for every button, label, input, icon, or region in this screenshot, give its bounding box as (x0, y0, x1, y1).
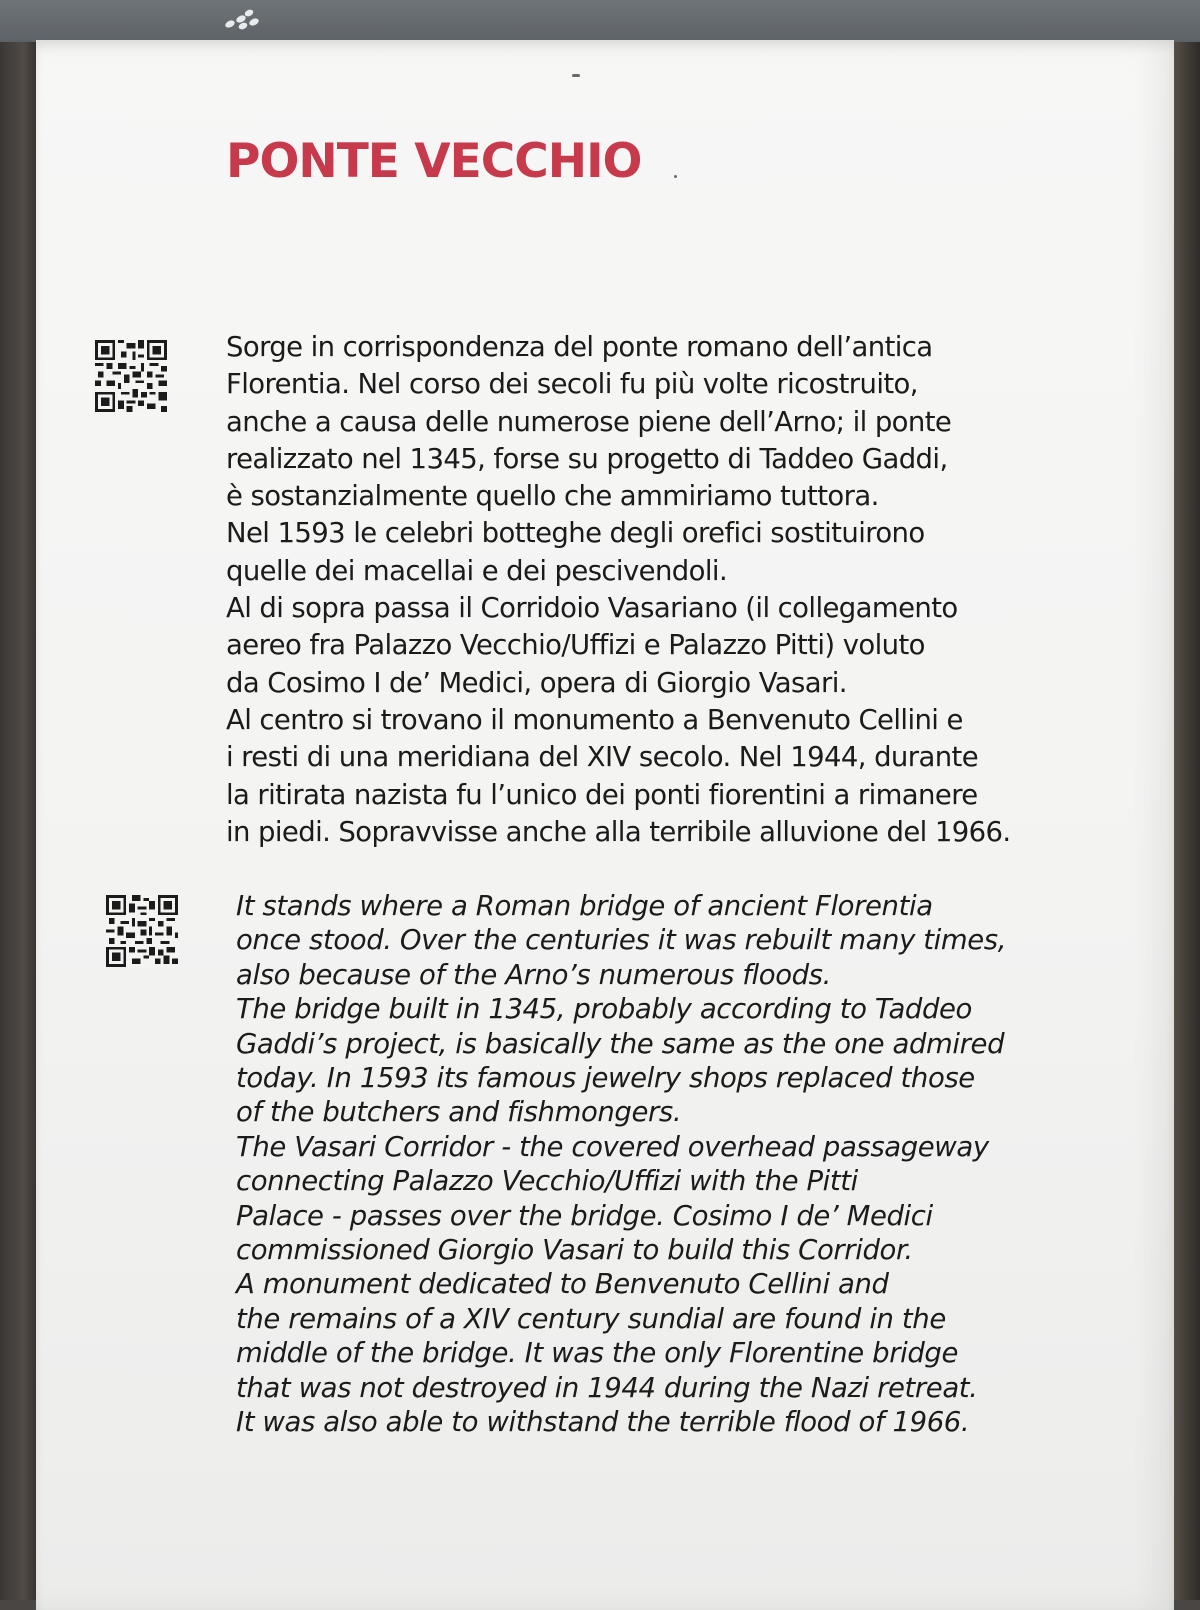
italian-text-line: Al di sopra passa il Corridoio Vasariano (il collegamento (226, 592, 958, 625)
scuff-mark (572, 74, 580, 77)
italian-text-line: Nel 1593 le celebri botteghe degli orefici sostituirono (226, 517, 925, 550)
english-text-line: middle of the bridge. It was the only Florentine bridge (236, 1337, 958, 1370)
qr-code-icon (106, 895, 178, 967)
italian-text-line: da Cosimo I de’ Medici, opera di Giorgio Vasari. (226, 666, 847, 699)
italian-text-line: aereo fra Palazzo Vecchio/Uffizi e Palazzo Pitti) voluto (226, 629, 925, 662)
english-text-line: also because of the Arno’s numerous floods. (236, 958, 831, 991)
stone-wall-left (0, 0, 40, 1600)
italian-text-line: in piedi. Sopravvisse anche alla terribile alluvione del 1966. (226, 815, 1011, 848)
english-text-line: It stands where a Roman bridge of ancient Florentia (236, 890, 933, 922)
italian-description (226, 329, 1011, 851)
english-text-line: commissioned Giorgio Vasari to build this Corridor. (236, 1234, 913, 1267)
english-text-line: Gaddi’s project, is basically the same as the one admired (236, 1027, 1005, 1060)
english-text-line: connecting Palazzo Vecchio/Uffizi with the Pitti (236, 1165, 858, 1198)
english-text-line: It was also able to withstand the terrible flood of 1966. (236, 1406, 970, 1439)
qr-code-icon (95, 340, 167, 412)
english-text-line: The Vasari Corridor - the covered overhead passageway (236, 1130, 989, 1163)
italian-text-line: è sostanzialmente quello che ammiriamo tuttora. (226, 480, 879, 513)
english-text-line: that was not destroyed in 1944 during the Nazi retreat. (236, 1371, 978, 1404)
english-text-line: of the butchers and fishmongers. (236, 1096, 682, 1129)
italian-text-line: anche a causa delle numerose piene dell’Arno; il ponte (226, 405, 952, 438)
italian-text-line: i resti di una meridiana del XIV secolo. Nel 1944, durante (226, 741, 979, 774)
english-text-line: today. In 1593 its famous jewelry shops replaced those (236, 1062, 975, 1095)
english-text-line: Palace - passes over the bridge. Cosimo I de’ Medici (236, 1199, 933, 1232)
italian-text-line: quelle dei macellai e dei pescivendoli. (226, 554, 728, 587)
english-text-line: once stood. Over the centuries it was rebuilt many times, (236, 924, 1007, 957)
english-description (236, 889, 1006, 1440)
english-text-line: A monument dedicated to Benvenuto Cellini and (236, 1268, 889, 1301)
italian-text-line: la ritirata nazista fu l’unico dei ponti fiorentini a rimanere (226, 778, 978, 811)
italian-text-line: Sorge in corrispondenza del ponte romano dell’antica (226, 331, 933, 363)
sign-title: PONTE VECCHIO (226, 134, 642, 189)
english-text-line: the remains of a XIV century sundial are found in the (236, 1302, 946, 1335)
italian-text-line: Florentia. Nel corso dei secoli fu più volte ricostruito, (226, 368, 918, 401)
logo-mark-icon (222, 6, 266, 30)
italian-text-line: realizzato nel 1345, forse su progetto di Taddeo Gaddi, (226, 442, 948, 475)
sign-header-strip (0, 0, 1200, 42)
english-text-line: The bridge built in 1345, probably according to Taddeo (236, 993, 972, 1026)
scuff-mark (674, 175, 677, 178)
italian-text-line: Al centro si trovano il monumento a Benvenuto Cellini e (226, 703, 963, 736)
